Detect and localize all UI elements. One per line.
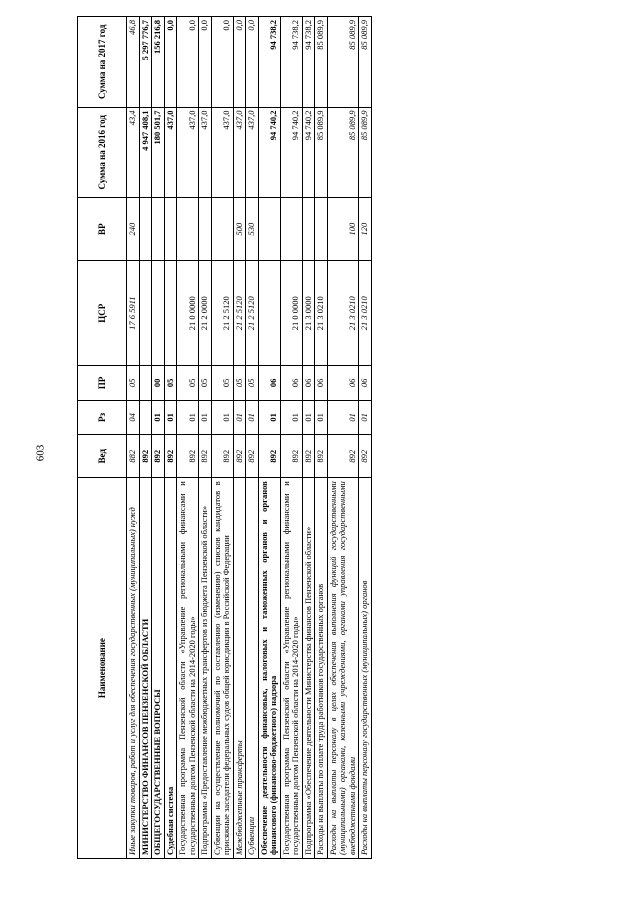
row-sum-2017: 0,0 (211, 17, 233, 108)
row-pr: 06 (280, 366, 302, 400)
header-rz: Рз (78, 400, 127, 434)
row-name: Межбюджетные трансферты (233, 478, 246, 859)
row-name: Государственная программа Пензенской области «Управление региональными финансами и государственным долгом Пензенской области на 2014-2020 годы» (177, 478, 199, 859)
row-pr: 06 (327, 366, 359, 400)
row-sum-2016: 4 947 408,1 (139, 107, 152, 198)
table-row (177, 17, 199, 859)
row-sum-2016: 437,0 (164, 107, 177, 198)
table-row (315, 17, 328, 859)
row-rz: 01 (164, 400, 177, 434)
row-vr: 530 (246, 198, 259, 261)
row-csr: 21 2 5120 (246, 261, 259, 366)
row-vr (302, 198, 315, 261)
row-vr (315, 198, 328, 261)
header-sum-2016: Сумма на 2016 год (78, 107, 127, 198)
row-vr (211, 198, 233, 261)
table-row (327, 17, 359, 859)
row-pr: 05 (127, 366, 140, 400)
row-sum-2016: 85 089,9 (359, 107, 372, 198)
row-name: Расходы на выплаты персоналу государственных (муниципальных) органов (359, 478, 372, 859)
row-csr: 21 3 0210 (359, 261, 372, 366)
row-rz: 01 (246, 400, 259, 434)
row-pr: 06 (258, 366, 280, 400)
row-ved: 892 (315, 435, 328, 478)
row-vr: 100 (327, 198, 359, 261)
row-vr: 240 (127, 198, 140, 261)
row-csr (139, 261, 152, 366)
row-sum-2017: 0,0 (177, 17, 199, 108)
row-csr (258, 261, 280, 366)
row-sum-2017: 85 089,9 (315, 17, 328, 108)
row-csr: 21 2 5120 (233, 261, 246, 366)
row-pr: 05 (211, 366, 233, 400)
row-name: Подпрограмма «Обеспечение деятельности Министерства финансов Пензенской области» (302, 478, 315, 859)
row-ved: 892 (246, 435, 259, 478)
row-csr: 21 0 0000 (280, 261, 302, 366)
row-csr: 21 3 0210 (315, 261, 328, 366)
row-sum-2017: 5 297 776,7 (139, 17, 152, 108)
row-sum-2017: 85 089,9 (327, 17, 359, 108)
row-vr: 120 (359, 198, 372, 261)
row-name: МИНИСТЕРСТВО ФИНАНСОВ ПЕНЗЕНСКОЙ ОБЛАСТИ (139, 478, 152, 859)
row-sum-2017: 0,0 (199, 17, 212, 108)
row-sum-2017: 94 738,2 (280, 17, 302, 108)
row-sum-2017: 94 738,2 (258, 17, 280, 108)
table-row (127, 17, 140, 859)
budget-table (77, 16, 372, 859)
row-sum-2016: 437,0 (199, 107, 212, 198)
table-row (258, 17, 280, 859)
row-rz: 01 (199, 400, 212, 434)
row-rz (139, 400, 152, 434)
row-ved: 892 (280, 435, 302, 478)
row-pr: 05 (246, 366, 259, 400)
page-number (30, 0, 50, 905)
row-name: Судебная система (164, 478, 177, 859)
header-vr: ВР (78, 198, 127, 261)
row-rz: 01 (211, 400, 233, 434)
row-sum-2016: 180 501,7 (152, 107, 165, 198)
row-rz: 01 (302, 400, 315, 434)
row-csr: 17 6 5911 (127, 261, 140, 366)
row-rz: 01 (258, 400, 280, 434)
header-name: Наименование (78, 478, 127, 859)
row-sum-2016: 94 740,2 (258, 107, 280, 198)
row-sum-2016: 43,4 (127, 107, 140, 198)
row-pr: 05 (199, 366, 212, 400)
row-name: Подпрограмма «Предоставление межбюджетных трансфертов из бюджета Пензенской области» (199, 478, 212, 859)
page-number-text: 603 (34, 444, 46, 461)
table-header-row (78, 17, 127, 859)
row-ved: 892 (302, 435, 315, 478)
table-row (246, 17, 259, 859)
table-row (211, 17, 233, 859)
row-name: Расходы на выплаты персоналу в целях обеспечения выполнения функций государственными (муниципальными) органами, казенными учреждениями, органами управления государственными внебюджетными фондами (327, 478, 359, 859)
row-vr (177, 198, 199, 261)
row-sum-2017: 94 738,2 (302, 17, 315, 108)
row-rz: 01 (315, 400, 328, 434)
row-sum-2016: 94 740,2 (280, 107, 302, 198)
row-pr: 06 (359, 366, 372, 400)
row-sum-2017: 0,0 (246, 17, 259, 108)
row-sum-2016: 94 740,2 (302, 107, 315, 198)
row-ved: 892 (327, 435, 359, 478)
row-vr (152, 198, 165, 261)
row-sum-2016: 437,0 (246, 107, 259, 198)
row-vr (280, 198, 302, 261)
table-row (164, 17, 177, 859)
row-ved: 892 (199, 435, 212, 478)
header-csr: ЦСР (78, 261, 127, 366)
row-name: Иные закупки товаров, работ и услуг для обеспечения государственных (муниципальных) нужд (127, 478, 140, 859)
table-row (199, 17, 212, 859)
table-row (359, 17, 372, 859)
row-csr: 21 0 0000 (177, 261, 199, 366)
header-pr: ПР (78, 366, 127, 400)
table-row (302, 17, 315, 859)
row-ved: 892 (164, 435, 177, 478)
row-sum-2017: 0,0 (164, 17, 177, 108)
row-name: Расходы на выплаты по оплате труда работников государственных органов (315, 478, 328, 859)
row-csr (164, 261, 177, 366)
row-ved: 892 (139, 435, 152, 478)
row-rz: 01 (280, 400, 302, 434)
row-vr (139, 198, 152, 261)
row-vr: 500 (233, 198, 246, 261)
row-pr: 05 (233, 366, 246, 400)
row-ved: 882 (127, 435, 140, 478)
row-pr: 00 (152, 366, 165, 400)
row-ved: 892 (211, 435, 233, 478)
row-sum-2017: 156 216,8 (152, 17, 165, 108)
row-sum-2016: 437,0 (233, 107, 246, 198)
row-ved: 892 (359, 435, 372, 478)
row-rz: 01 (233, 400, 246, 434)
header-ved: Вед (78, 435, 127, 478)
row-pr: 05 (164, 366, 177, 400)
row-sum-2016: 437,0 (211, 107, 233, 198)
row-rz: 01 (177, 400, 199, 434)
row-ved: 892 (152, 435, 165, 478)
row-name: Субвенции на осуществление полномочий по составлению (изменению) списков кандидатов в присяжные заседатели федеральных судов общей юрисдикции в Российской Федерации (211, 478, 233, 859)
row-sum-2016: 85 089,9 (315, 107, 328, 198)
header-sum-2017: Сумма на 2017 год (78, 17, 127, 108)
row-sum-2017: 0,0 (233, 17, 246, 108)
table-row (139, 17, 152, 859)
row-rz: 01 (152, 400, 165, 434)
row-pr: 05 (177, 366, 199, 400)
row-ved: 892 (233, 435, 246, 478)
row-sum-2016: 85 089,9 (327, 107, 359, 198)
row-sum-2017: 85 089,9 (359, 17, 372, 108)
row-pr: 06 (302, 366, 315, 400)
rotated-table-area (77, 16, 617, 859)
row-ved: 892 (177, 435, 199, 478)
row-sum-2016: 437,0 (177, 107, 199, 198)
row-csr: 21 2 0000 (199, 261, 212, 366)
row-vr (164, 198, 177, 261)
table-row (152, 17, 165, 859)
row-sum-2017: 46,8 (127, 17, 140, 108)
row-name: Государственная программа Пензенской области «Управление региональными финансами и государственным долгом Пензенской области на 2014-2020 годы» (280, 478, 302, 859)
row-vr (258, 198, 280, 261)
row-name: Субвенции (246, 478, 259, 859)
row-pr (139, 366, 152, 400)
row-csr: 21 2 5120 (211, 261, 233, 366)
row-name: ОБЩЕГОСУДАРСТВЕННЫЕ ВОПРОСЫ (152, 478, 165, 859)
row-rz: 04 (127, 400, 140, 434)
row-pr: 06 (315, 366, 328, 400)
row-csr (152, 261, 165, 366)
table-row (280, 17, 302, 859)
row-ved: 892 (258, 435, 280, 478)
row-csr: 21 3 0210 (327, 261, 359, 366)
row-rz: 01 (327, 400, 359, 434)
table-row (233, 17, 246, 859)
table-body (127, 17, 372, 859)
row-csr: 21 3 0000 (302, 261, 315, 366)
row-name: Обеспечение деятельности финансовых, налоговых и таможенных органов и органов финансового (финансово-бюджетного) надзора (258, 478, 280, 859)
row-vr (199, 198, 212, 261)
row-rz: 01 (359, 400, 372, 434)
